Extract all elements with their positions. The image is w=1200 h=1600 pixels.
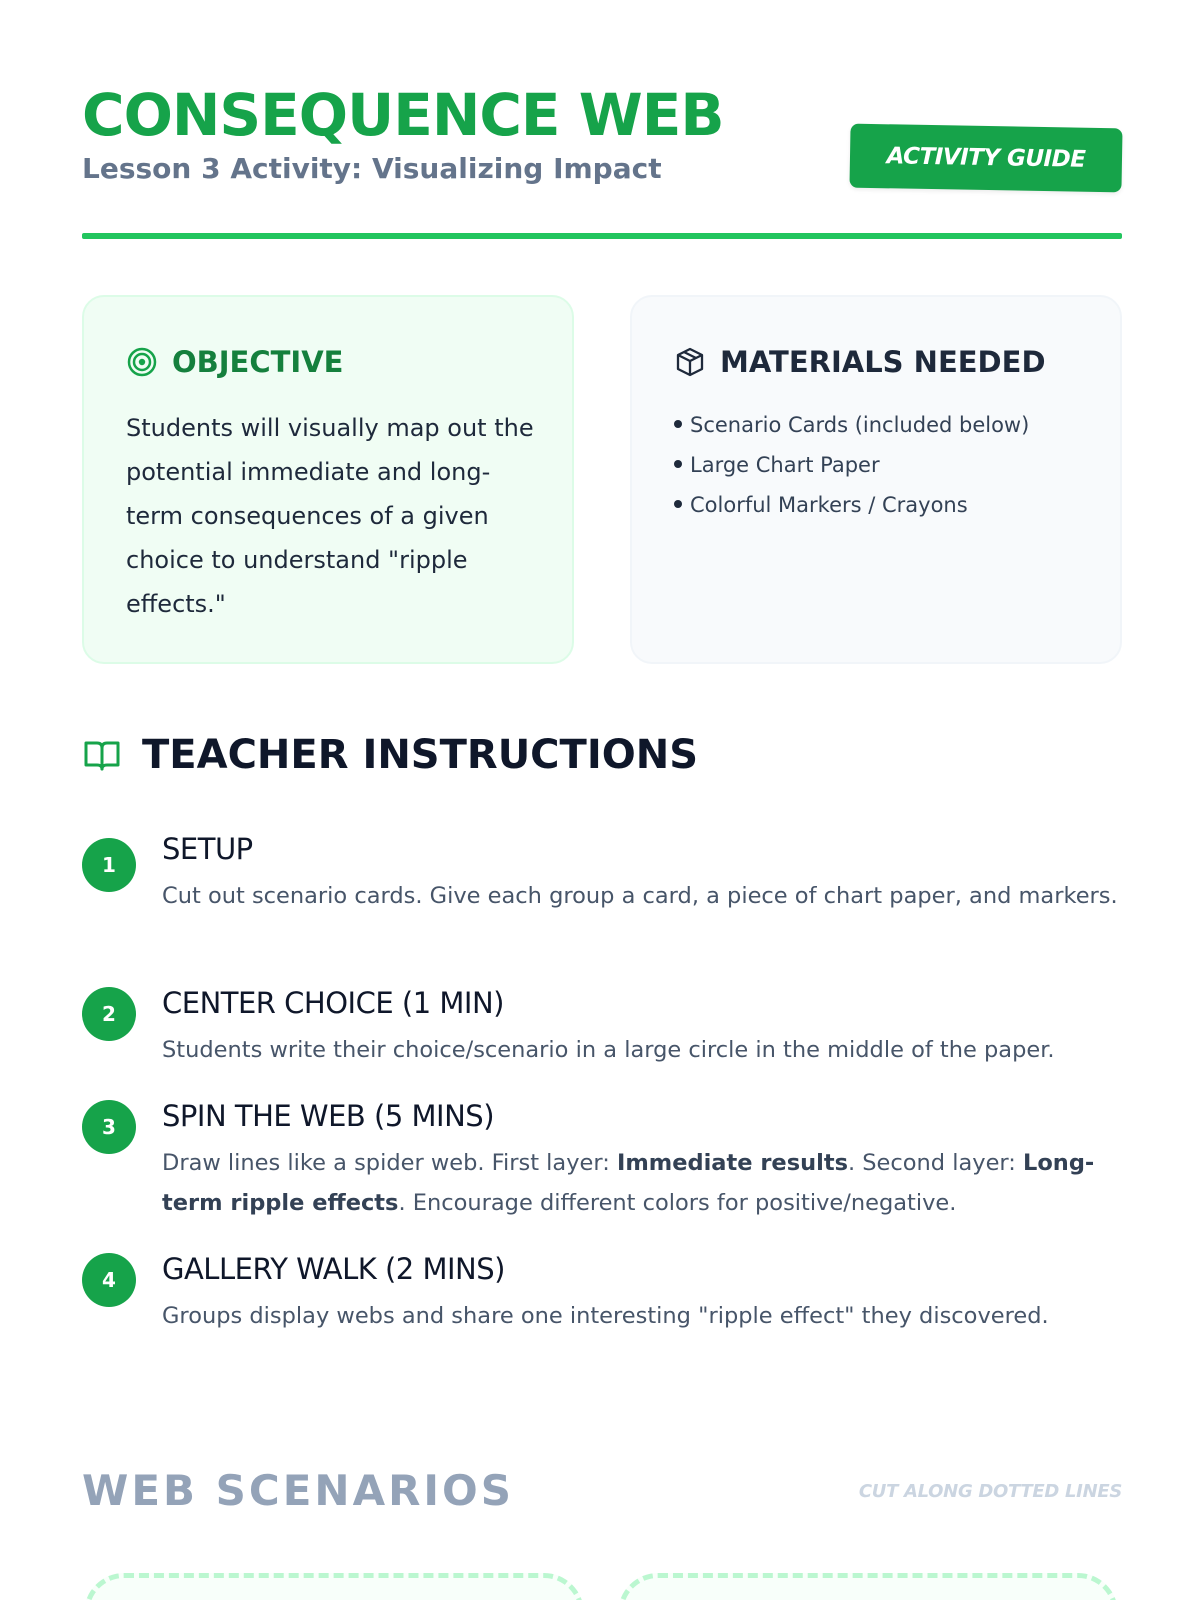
bullet-icon [674, 460, 682, 468]
step-description: Students write their choice/scenario in a large circle in the middle of the paper. [162, 1037, 1055, 1063]
materials-list [674, 405, 1029, 525]
step-title: GALLERY WALK (2 MINS) [162, 1252, 505, 1286]
step-text: . Encourage different colors for positive/negative. [398, 1190, 957, 1216]
step-description: Cut out scenario cards. Give each group a card, a piece of chart paper, and markers. [162, 883, 1118, 909]
instructions-heading [82, 732, 698, 778]
step-description [162, 1143, 1122, 1223]
page-title: CONSEQUENCE WEB [82, 81, 724, 149]
materials-card [630, 295, 1122, 664]
step-text: Draw lines like a spider web. First layer: [162, 1150, 617, 1176]
objective-card [82, 295, 574, 664]
activity-guide-page [82, 0, 1122, 1600]
list-item [674, 405, 1029, 445]
step-title: SETUP [162, 832, 253, 866]
bullet-icon [674, 420, 682, 428]
target-icon [126, 346, 158, 378]
material-label: Colorful Markers / Crayons [690, 493, 968, 517]
step-emphasis: Immediate results [616, 1150, 848, 1176]
objective-heading [126, 345, 343, 379]
header-divider [82, 233, 1122, 239]
step-title: SPIN THE WEB (5 MINS) [162, 1099, 495, 1133]
header [82, 80, 1122, 240]
scenario-card [618, 1573, 1118, 1600]
step-text: . Second layer: [847, 1150, 1024, 1176]
material-label: Scenario Cards (included below) [690, 413, 1030, 437]
step-number-badge: 2 [82, 987, 136, 1041]
step-number-badge: 3 [82, 1100, 136, 1154]
step-number-badge: 4 [82, 1253, 136, 1307]
step-title: CENTER CHOICE (1 MIN) [162, 986, 504, 1020]
step-number-badge: 1 [82, 838, 136, 892]
scenarios-title: WEB SCENARIOS [82, 1466, 514, 1515]
package-icon [674, 346, 706, 378]
step-description: Groups display webs and share one interesting "ripple effect" they discovered. [162, 1303, 1049, 1329]
activity-guide-badge: ACTIVITY GUIDE [849, 124, 1122, 193]
materials-heading [674, 345, 1046, 379]
instructions-title: TEACHER INSTRUCTIONS [142, 732, 698, 778]
material-label: Large Chart Paper [690, 453, 880, 477]
book-open-icon [82, 735, 122, 775]
bullet-icon [674, 500, 682, 508]
objective-text: Students will visually map out the potential immediate and long-term consequences of a given choice to understand "ripple effects." [126, 414, 534, 618]
materials-title: MATERIALS NEEDED [720, 345, 1046, 379]
step-emphasis: Long-term ripple effects [162, 1150, 1095, 1216]
scenario-card [84, 1573, 584, 1600]
list-item [674, 445, 1029, 485]
page-subtitle: Lesson 3 Activity: Visualizing Impact [82, 152, 662, 185]
objective-title: OBJECTIVE [172, 345, 344, 379]
list-item [674, 485, 1029, 525]
cut-instruction-note: CUT ALONG DOTTED LINES [858, 1481, 1122, 1502]
